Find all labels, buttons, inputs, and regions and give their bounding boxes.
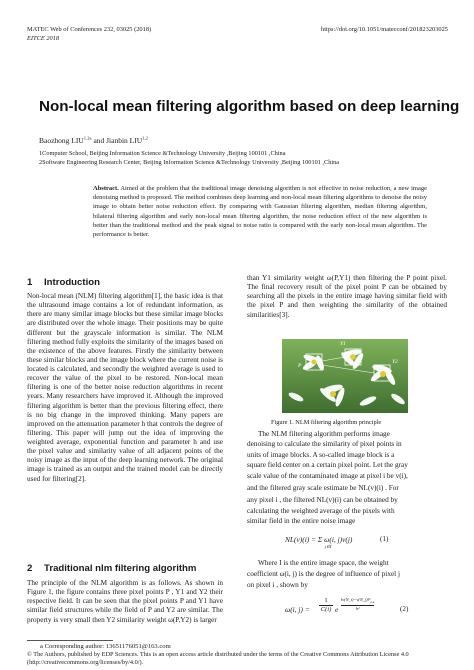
equation-2-lhs: ω(i, j) = — [285, 605, 310, 614]
doi-link[interactable]: https://doi.org/10.1051/matecconf/201823203025 — [321, 26, 448, 33]
equation-1: NL(v)(i) = Σ ω(i, j)v(j) — [285, 535, 353, 544]
author-1: Baozhong $LIU^{1,2a}$ — [39, 135, 92, 145]
section-heading-traditional-nlm: 2 Traditional nlm filtering algorithm — [27, 563, 197, 574]
para2-line: units of image blocks. A so-called image block is a — [247, 450, 395, 459]
para3-line: Where I is the entire image space, the weight — [258, 559, 389, 567]
nlm-description-paragraph — [247, 429, 447, 527]
license-notice: © The Authors, published by EDP Sciences. This is an open access article distributed under the terms of the Creative Commons Attribution License 4.0 (http://creativecommons.org/licenses/by/4.0/). — [27, 651, 409, 666]
figure-label-y1: Y1 — [340, 341, 346, 347]
corresponding-author-footnote: a Corresponding author: 13651176051@163.com — [40, 643, 171, 650]
section-heading-introduction: 1 Introduction — [27, 277, 100, 288]
equation-1-number: (1) — [380, 535, 389, 543]
para3-line: coefficient ω(i, j) is the degree of influence of pixel j — [247, 570, 401, 578]
introduction-body: Non-local mean (NLM) filtering algorithm[1], the basic idea is that the ultrasound image contains a lot of redundant information, as there are many similar image blocks but these similar image blocks are distributed over the whole image. Their positions may be quite different but the grayscale information is similar. The NLM filtering method fully exploits the similarity of the images based on the existence of the above features. Firstly the similarity between these similar blocks and the image block where the current noise is located is calculated, and secondly the weighted average is used to recover the value of the pixel to be restored. Non-local mean filtering is one of the better noise reduction algorithms in recent years. Many researchers have improved it. Although the improved filtering algorithm is better than the previous filtering effect, there is no big change in the improved thinking. Many papers are improved on the attenuation parameter h that controls the degree of filtering. This paper will jump out the idea of improving the weighted average, exponential function and parameter h and use the pixel value and similarity value of all adjacent points of the noisy image as the input of the deep learning network. The original image is trained as an output and the trained model can be directly used for filtering[2]. — [27, 292, 223, 483]
figure-label-p: P — [298, 363, 302, 369]
traditional-nlm-body: The principle of the NLM algorithm is as follows. As shown in Figure 1, the figure contains three pixel points P , Y1 and Y2 their respective field. It can be seen that the pixel points P and Y1 have similar field structures while the field of P and Y2 are similar. The property is very small then Y2 similarity weight ω(P,Y2) is larger — [27, 579, 223, 624]
para2-line: square field center on a certain pixel point. Let the gray — [247, 461, 408, 470]
para2-line: similar field in the entire noise image — [247, 517, 356, 526]
para2-line: denoising to calculate the similarity of pixel points in — [247, 440, 402, 449]
equation-2-exp-base: e — [335, 605, 339, 614]
equation-2-fraction: 1 C(i) — [320, 597, 332, 613]
author-list: Baozhong $LIU^{1,2a}$ and Jianbin LIU$^{1,2}$ — [39, 135, 148, 145]
right-column-intro: than Y1 similarity weight ω(P,Y1) then filtering the P point pixel. The final recovery result of the pixel point P can be obtained by searching all the pixels in the entire image having similar field with the pixel P and then weighting the similarity of the obtained similarities[3]. — [247, 274, 447, 319]
abstract-label: Abstract. — [93, 185, 119, 192]
affiliation-2: 2Software Engineering Research Center, Beijing Information Science &Technology University ,Beijing 100101 ,China — [39, 159, 340, 166]
abstract — [93, 184, 427, 239]
weight-coefficient-paragraph — [247, 558, 447, 591]
journal-line: MATEC Web of Conferences 232, 03025 (2018) — [27, 26, 152, 33]
conference-name: EITCE 2018 — [27, 35, 60, 42]
figure-1-image — [282, 339, 408, 413]
affiliation-1: 1Computer School, Beijing Information Science &Technology University ,Beijing 100101 ,China — [39, 150, 286, 157]
figure-label-y2: Y2 — [392, 359, 398, 365]
para2-line: and the filtered gray scale estimate be NL(v)(i) . For — [247, 484, 399, 493]
para2-line: scale value of the contaminated image at pixel i be v(i), — [247, 471, 408, 480]
equation-1-subscript: j∈I — [325, 544, 332, 549]
para2-line: The NLM filtering algorithm performs image — [258, 430, 390, 438]
nlm-flower-photo — [282, 339, 408, 413]
footnote-rule — [27, 640, 113, 641]
paper-title: Non-local mean filtering algorithm based on deep learning — [39, 98, 460, 115]
equation-2-exponent: $‖v(N\_i)-v(N\_j)‖^2_{2,a}$ h² — [341, 597, 375, 611]
figure-1-caption: Figure 1. NLM filtering algorithm principle — [271, 419, 382, 426]
abstract-text: Aimed at the problem that the traditional image denoising algorithm is not effective in noise reduction, a new image denoising method is proposed. The method combines deep learning and non-local mean filtering algorithms to denoise the noisy image to obtain better noise reduction effect. By comparing with Gaussian filtering algorithm, median filtering algorithm, bilateral filtering algorithm and early non-local mean filtering algorithm, the noise reduction effect of the new algorithm is better than the traditional method and the peak signal to noise ratio is compared with the early non-local mean algorithm. The performance is better. — [93, 185, 427, 239]
para2-line: calculating the weighted average of the pixels with — [247, 506, 395, 515]
equation-2-number: (2) — [400, 605, 409, 613]
para3-line: on pixel i , shown by — [247, 581, 308, 589]
para2-line: any pixel i , the filtered NL(v)(i) can be obtained by — [247, 496, 398, 505]
